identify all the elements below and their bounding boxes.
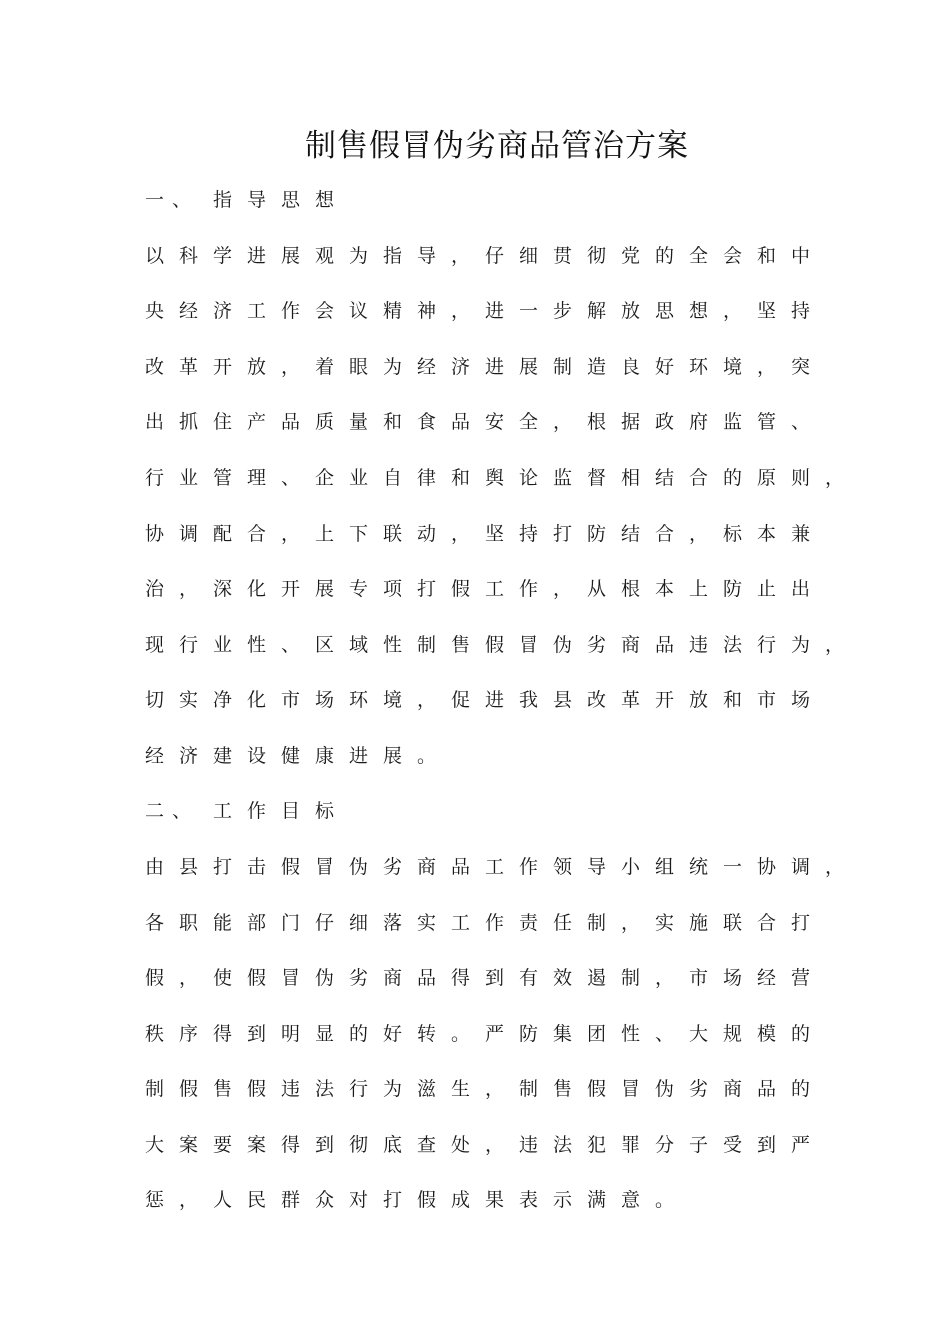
paragraph-line: 以科学进展观为指导，仔细贯彻党的全会和中: [145, 245, 826, 267]
paragraph-line: 现行业性、区域性制售假冒伪劣商品违法行为，: [145, 634, 860, 656]
paragraph-line: 行业管理、企业自律和舆论监督相结合的原则，: [145, 467, 860, 489]
paragraph-line: 经济建设健康进展。: [145, 745, 452, 767]
paragraph-line: 大案要案得到彻底查处，违法犯罪分子受到严: [145, 1134, 826, 1156]
section-heading: [145, 186, 349, 214]
section-heading-text: 工作目标: [213, 800, 350, 822]
paragraph-line: 秩序得到明显的好转。严防集团性、大规模的: [145, 1023, 826, 1045]
document-title: 制售假冒伪劣商品管治方案: [305, 128, 689, 164]
paragraph-line: 治，深化开展专项打假工作，从根本上防止出: [145, 578, 826, 600]
paragraph-line: 改革开放，着眼为经济进展制造良好环境，突: [145, 356, 826, 378]
section-number: 二、: [145, 800, 200, 822]
paragraph-line: 惩，人民群众对打假成果表示满意。: [145, 1189, 690, 1211]
paragraph-line: 制假售假违法行为滋生，制售假冒伪劣商品的: [145, 1078, 826, 1100]
section-heading: [145, 797, 349, 825]
section-heading-text: 指导思想: [213, 189, 350, 211]
paragraph-line: 切实净化市场环境，促进我县改革开放和市场: [145, 689, 826, 711]
paragraph-line: 由县打击假冒伪劣商品工作领导小组统一协调，: [145, 856, 860, 878]
paragraph-line: 出抓住产品质量和食品安全，根据政府监管、: [145, 411, 826, 433]
paragraph-line: 协调配合，上下联动，坚持打防结合，标本兼: [145, 523, 826, 545]
paragraph-line: 央经济工作会议精神，进一步解放思想，坚持: [145, 300, 826, 322]
paragraph-line: 假，使假冒伪劣商品得到有效遏制，市场经营: [145, 967, 826, 989]
paragraph-line: 各职能部门仔细落实工作责任制，实施联合打: [145, 912, 826, 934]
section-number: 一、: [145, 189, 200, 211]
